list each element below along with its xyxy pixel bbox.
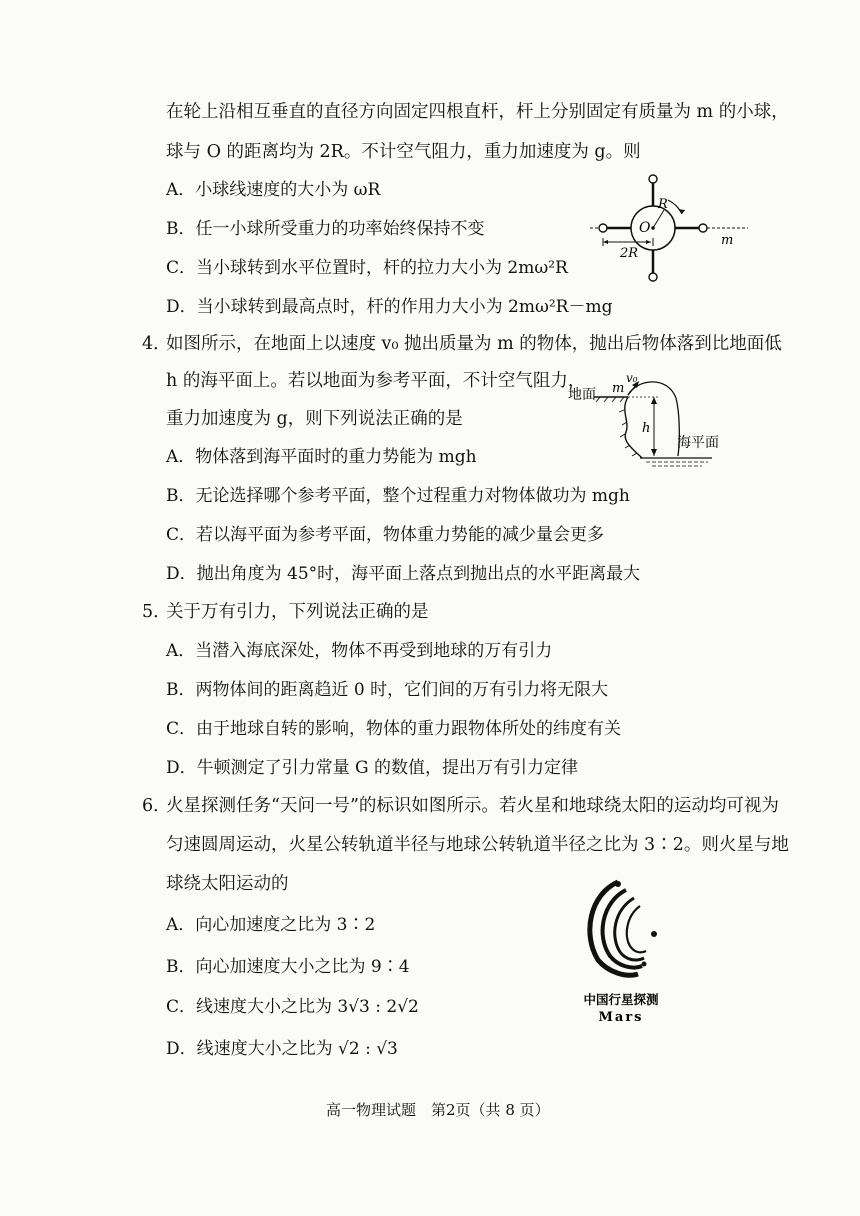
label-m: m <box>612 381 625 396</box>
cliff-face <box>625 397 642 458</box>
logo-line1: 中国行星探测 <box>583 992 659 1007</box>
q4-stem-line1: 如图所示，在地面上以速度 v₀ 抛出质量为 m 的物体，抛出后物体落到比地面低 <box>166 334 782 354</box>
q5-number: 5． <box>142 602 171 622</box>
q3-option-a: A．小球线速度的大小为 ωR <box>166 180 381 200</box>
rotation-arrow-icon <box>678 209 685 214</box>
q6-option-c: C．线速度大小之比为 3√3 : 2√2 <box>166 997 419 1017</box>
page-footer: 高一物理试题 第2页（共 8 页） <box>326 1101 550 1119</box>
q4-option-d: D．抛出角度为 45°时，海平面上落点到抛出点的水平距离最大 <box>166 564 641 584</box>
q3-stem-line2: 球与 O 的距离均为 2R。不计空气阻力，重力加速度为 g。则 <box>166 142 641 162</box>
label-R: R <box>658 197 668 212</box>
q4-stem-line3: 重力加速度为 g，则下列说法正确的是 <box>166 409 463 429</box>
label-h: h <box>642 421 651 436</box>
label-ground: 地面 <box>568 387 596 403</box>
label-v0: v₀ <box>626 371 638 385</box>
q3-option-d: D．当小球转到最高点时，杆的作用力大小为 2mω²R－mg <box>166 297 613 317</box>
q6-stem-line1: 火星探测任务“天问一号”的标识如图所示。若火星和地球绕太阳的运动均可视为 <box>166 796 779 816</box>
q5-stem-line1: 关于万有引力，下列说法正确的是 <box>166 602 429 622</box>
q6-option-a: A．向心加速度之比为 3∶2 <box>166 915 376 935</box>
q6-stem-line2: 匀速圆周运动，火星公转轨道半径与地球公转轨道半径之比为 3∶2。则火星与地 <box>166 835 789 855</box>
q5-option-c: C．由于地球自转的影响，物体的重力跟物体所处的纬度有关 <box>166 719 622 739</box>
label-O: O <box>639 220 651 236</box>
q3-option-b: B．任一小球所受重力的功率始终保持不变 <box>166 219 485 239</box>
ball-left <box>599 224 607 232</box>
q6-option-d: D．线速度大小之比为 √2 : √3 <box>166 1039 398 1059</box>
logo-line2: Mars <box>598 1010 644 1025</box>
q4-stem-line2: h 的海平面上。若以地面为参考平面，不计空气阻力， <box>166 371 586 391</box>
q5-option-d: D．牛顿测定了引力常量 G 的数值，提出万有引力定律 <box>166 758 579 778</box>
ball-top <box>649 175 657 183</box>
mars-mission-logo <box>578 876 664 1026</box>
q6-option-b: B．向心加速度大小之比为 9∶4 <box>166 957 410 977</box>
q3-stem-line1: 在轮上沿相互垂直的直径方向固定四根直杆，杆上分别固定有质量为 m 的小球， <box>166 102 789 122</box>
label-m: m <box>721 233 734 248</box>
label-sea: 海平面 <box>677 435 719 451</box>
ball-right <box>699 224 707 232</box>
label-2R: 2R <box>620 246 639 261</box>
q4-number: 4． <box>142 334 171 354</box>
q5-option-a: A．当潜入海底深处，物体不再受到地球的万有引力 <box>166 641 553 661</box>
q4-option-a: A．物体落到海平面时的重力势能为 mgh <box>166 447 477 467</box>
q3-wheel-figure <box>590 170 750 282</box>
q4-cliff-figure <box>568 370 728 470</box>
q6-number: 6． <box>142 796 171 816</box>
ball-bottom <box>649 273 657 281</box>
q4-option-b: B．无论选择哪个参考平面，整个过程重力对物体做功为 mgh <box>166 486 630 506</box>
q4-option-c: C．若以海平面为参考平面，物体重力势能的减少量会更多 <box>166 525 605 545</box>
q6-stem-line3: 球绕太阳运动的 <box>166 874 289 894</box>
q5-option-b: B．两物体间的距离趋近 0 时，它们间的万有引力将无限大 <box>166 680 609 700</box>
q3-option-c: C．当小球转到水平位置时，杆的拉力大小为 2mω²R <box>166 258 568 278</box>
